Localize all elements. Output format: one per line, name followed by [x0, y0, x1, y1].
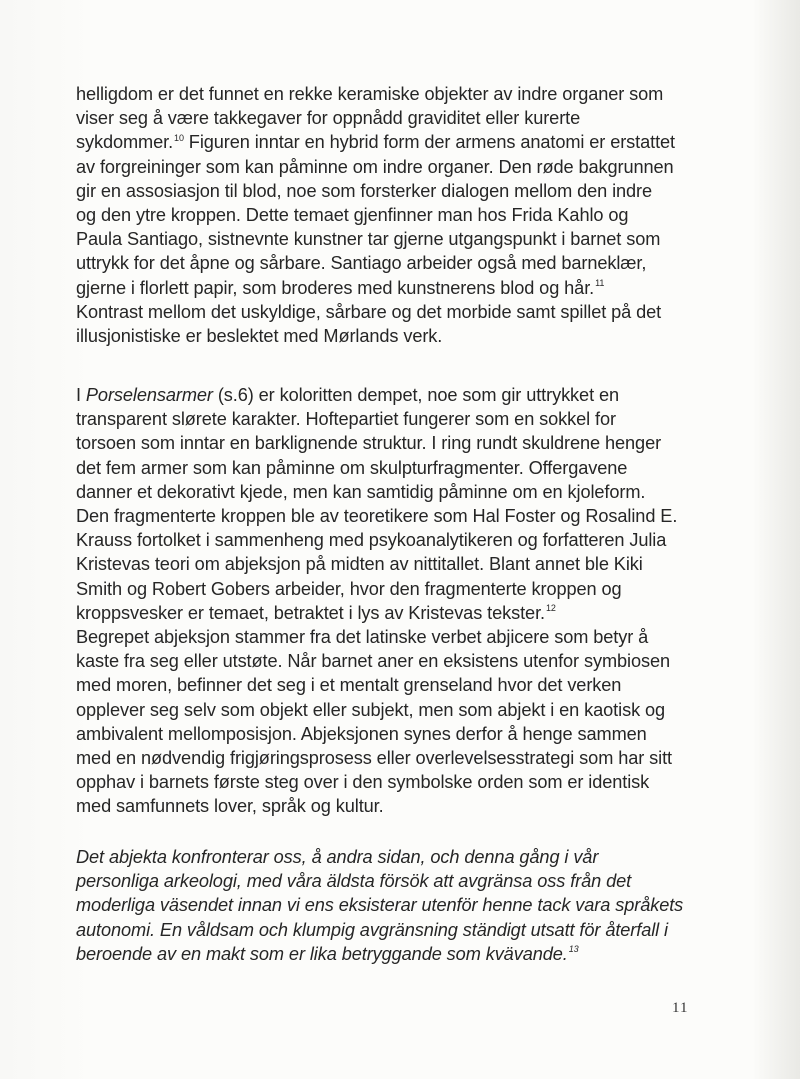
text-run: sykdommer.: [76, 132, 174, 153]
text-line: Kristevas teori om abjeksjon på midten av nittitallet. Blant annet ble Kiki: [76, 554, 643, 575]
text-line: kaste fra seg eller utstøte. Når barnet aner en eksistens utenfor symbiosen: [76, 651, 670, 672]
text-line: det fem armer som kan påminne om skulpturfragmenter. Offergavene: [76, 457, 628, 478]
text-line: med samfunnets lover, språk og kultur.: [76, 796, 384, 817]
quote-line: [76, 942, 736, 966]
text-line: [76, 601, 736, 625]
text-line: [76, 383, 736, 407]
quote-line: autonomi. En våldsam och klumpig avgränsning ständigt utsatt för återfall i: [76, 919, 668, 940]
text-line: torsoen som inntar en barklignende struktur. I ring rundt skuldrene henger: [76, 433, 662, 454]
text-line: transparent slørete karakter. Hoftepartiet fungerer som en sokkel for: [76, 409, 616, 430]
text-line: Begrepet abjeksjon stammer fra det latinske verbet abjicere som betyr å: [76, 627, 649, 648]
text-run: gjerne i florlett papir, som broderes med kunstnerens blod og hår.: [76, 277, 595, 298]
quote-line: moderliga väsendet innan vi ens eksisterar utenför henne tack vara språkets: [76, 895, 684, 916]
text-line: viser seg å være takkegaver for oppnådd graviditet eller kurerte: [76, 108, 581, 129]
body-paragraph-1: [76, 82, 736, 348]
text-line: opplever seg selv som objekt eller subjekt, men som abjekt i en kaotisk og: [76, 699, 666, 720]
text-line: ambivalent mellomposisjon. Abjeksjonen synes derfor å henge sammen: [76, 723, 647, 744]
text-line: [76, 276, 736, 300]
text-line: og den ytre kroppen. Dette temaet gjenfinner man hos Frida Kahlo og: [76, 205, 629, 226]
text-line: Smith og Robert Gobers arbeider, hvor den fragmenterte kroppen og: [76, 578, 622, 599]
text-line: illusjonistiske er beslektet med Mørlands verk.: [76, 326, 443, 347]
quote-line: Det abjekta konfronterar oss, å andra sidan, och denna gång i vår: [76, 847, 599, 867]
page-number: 11: [672, 1000, 689, 1016]
artwork-title: Porselensarmer: [85, 385, 213, 405]
text-line: Paula Santiago, sistnevnte kunstner tar gjerne utgangspunkt i barnet som: [76, 229, 661, 250]
text-line: med moren, befinner det seg i et mentalt grenseland hvor det verken: [76, 675, 622, 696]
text-line: helligdom er det funnet en rekke keramiske objekter av indre organer som: [76, 84, 664, 104]
block-quote: [76, 845, 736, 966]
footnote-marker: 12: [545, 603, 556, 614]
text-line: uttrykk for det åpne og sårbare. Santiago arbeider også med barneklær,: [76, 253, 647, 274]
text-run: kroppsvesker er temaet, betraktet i lys av Kristevas tekster.: [76, 602, 545, 623]
text-line: Kontrast mellom det uskyldige, sårbare og det morbide samt spillet på det: [76, 301, 662, 322]
text-line: med en nødvendig frigjøringsprosess eller overlevelsesstrategi som har sitt: [76, 748, 672, 769]
body-paragraph-2: [76, 383, 736, 819]
footnote-marker: 10: [174, 132, 184, 143]
text-line: Krauss fortolket i sammenheng med psykoanalytikeren og forfatteren Julia: [76, 530, 667, 551]
text-run: I: [76, 385, 86, 405]
quote-line: personliga arkeologi, med våra äldsta försök att avgränsa oss från det: [76, 871, 632, 892]
text-line: Den fragmenterte kroppen ble av teoretikere som Hal Foster og Rosalind E.: [76, 506, 678, 527]
text-line: gir en assosiasjon til blod, noe som forsterker dialogen mellom den indre: [76, 180, 653, 201]
footnote-marker: 13: [568, 944, 579, 955]
text-run: Figuren inntar en hybrid form der armens anatomi er erstattet: [183, 132, 676, 153]
text-line: av forgreininger som kan påminne om indre organer. Den røde bakgrunnen: [76, 156, 674, 177]
text-line: danner et dekorativt kjede, men kan samtidig påminne om en kjoleform.: [76, 481, 646, 502]
text-run: (s.6) er koloritten dempet, noe som gir uttrykket en: [212, 385, 620, 405]
text-line: opphav i barnets første steg over i den symbolske orden som er identisk: [76, 772, 650, 793]
footnote-marker: 11: [595, 277, 605, 288]
text-line: [76, 130, 736, 154]
text-run: beroende av en makt som er lika betryggande som kvävande.: [76, 943, 568, 964]
